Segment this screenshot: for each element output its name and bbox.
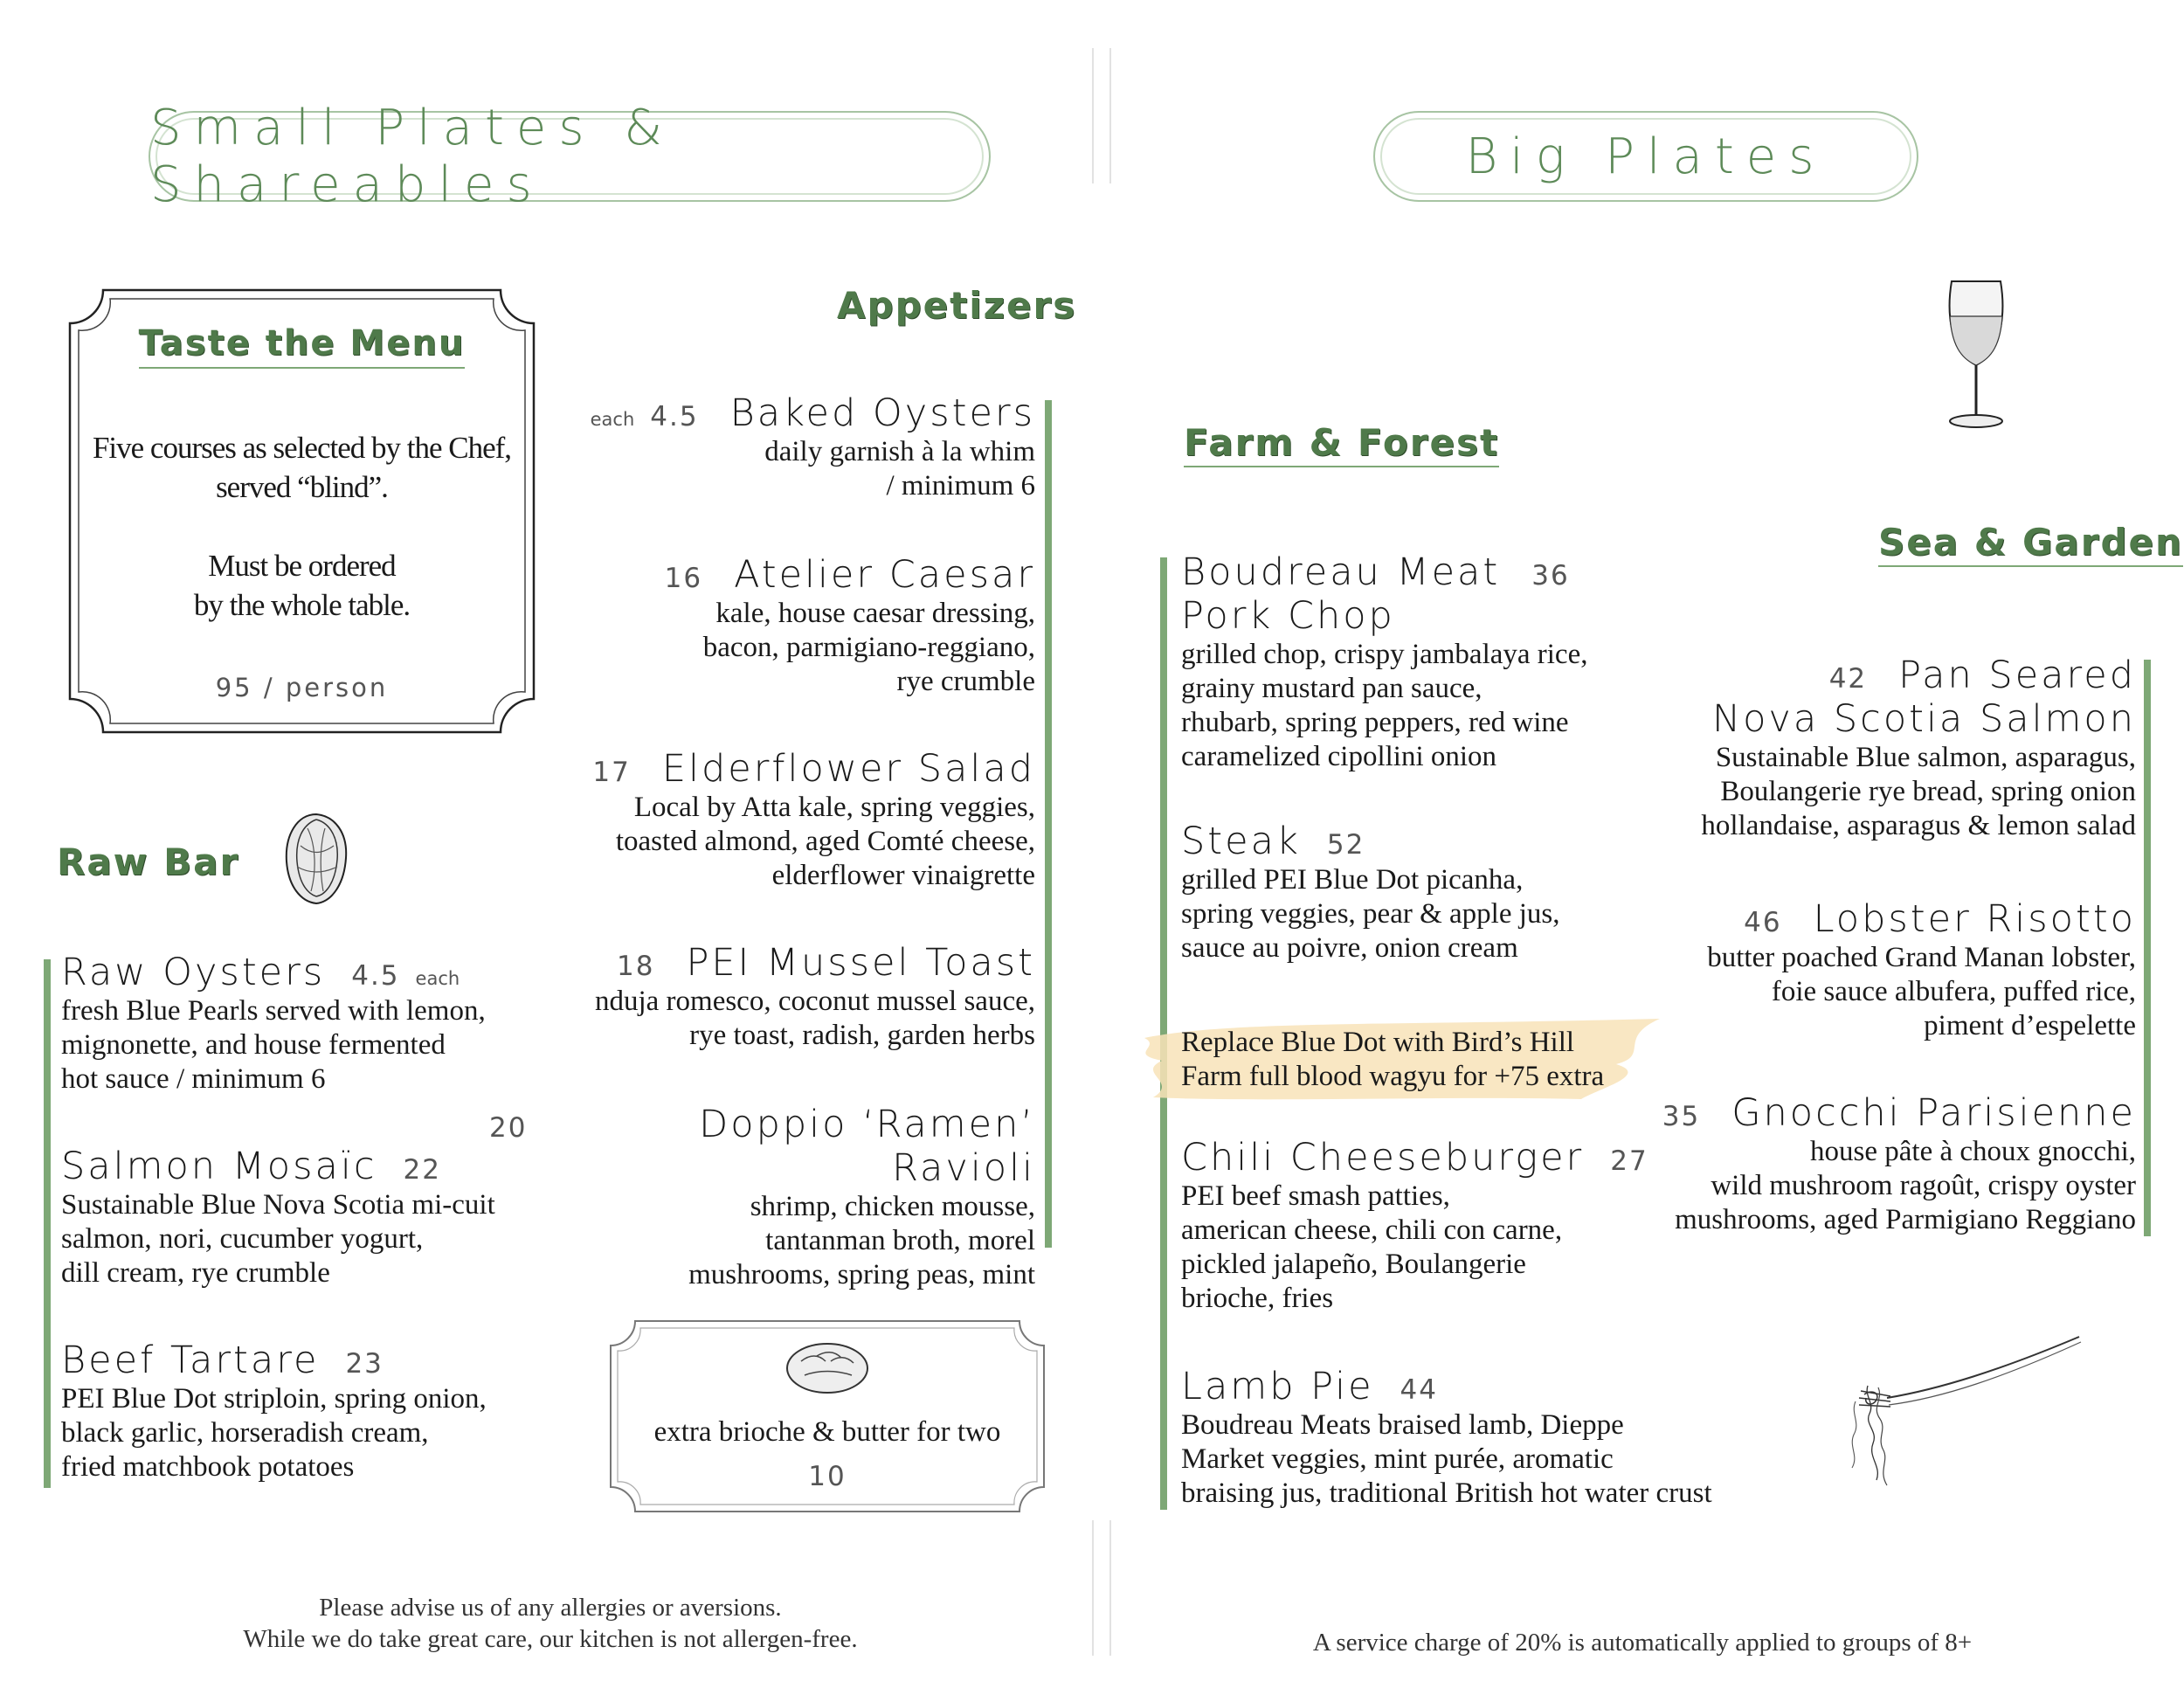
- desc-line: rhubarb, spring peppers, red wine: [1181, 707, 1569, 738]
- sea-garden-accent: [2144, 660, 2151, 1236]
- sea-item-gnocchi: [1642, 1091, 2136, 1237]
- baked-oysters-each: each: [590, 409, 635, 430]
- beef-tartare-price: 23: [345, 1348, 384, 1380]
- lamb-pie-desc: [1181, 1408, 1758, 1511]
- pan-seared-name-1: Pan Seared: [1898, 654, 2136, 697]
- desc-line: pickled jalapeño, Boulangerie: [1181, 1249, 1526, 1280]
- header-big-plates: [1373, 111, 1918, 202]
- cheeseburger-name: Chili Cheeseburger: [1181, 1136, 1585, 1180]
- desc-line: Local by Atta kale, spring veggies,: [633, 792, 1035, 823]
- ravioli-name: Doppio ‘Ramen’ Ravioli: [699, 1103, 1035, 1190]
- desc-line: house pâte à choux gnocchi,: [1810, 1136, 2136, 1167]
- cheeseburger-price: 27: [1610, 1145, 1648, 1177]
- desc-line: hot sauce / minimum 6: [61, 1063, 326, 1095]
- salmon-mosaic-name: Salmon Mosaïc: [61, 1145, 377, 1188]
- sea-item-salmon: [1642, 654, 2136, 843]
- desc-line: Sustainable Blue salmon, asparagus,: [1715, 742, 2136, 773]
- pork-chop-desc: [1181, 638, 1670, 774]
- brioche-price: 10: [808, 1461, 847, 1492]
- fork-icon: [1826, 1326, 2088, 1501]
- pan-seared-price: 42: [1828, 663, 1868, 695]
- appetizer-mussel-toast: [489, 941, 1035, 1053]
- desc-line: fried matchbook potatoes: [61, 1451, 355, 1483]
- pan-seared-desc: [1642, 741, 2136, 843]
- taste-line-3: Must be ordered: [208, 549, 396, 583]
- upgrade-line-2: Farm full blood wagyu for +75 extra: [1181, 1061, 1605, 1092]
- raw-item-oysters: [61, 951, 550, 1097]
- ravioli-price: 20: [489, 1112, 528, 1144]
- desc-line: daily garnish à la whim: [764, 436, 1035, 467]
- desc-line: piment d’espelette: [1924, 1010, 2136, 1041]
- taste-line-2: served “blind”.: [216, 470, 388, 504]
- desc-line: toasted almond, aged Comté cheese,: [615, 826, 1035, 857]
- pan-seared-name-2: Nova Scotia Salmon: [1711, 697, 2136, 741]
- raw-oysters-each: each: [415, 968, 460, 989]
- farm-item-cheeseburger: [1181, 1136, 1670, 1316]
- raw-bar-accent: [44, 959, 51, 1488]
- appetizer-ravioli: [489, 1103, 1035, 1292]
- header-big-plates-text: Big Plates: [1465, 128, 1827, 185]
- desc-line: fresh Blue Pearls served with lemon,: [61, 995, 486, 1027]
- mussel-toast-price: 18: [616, 951, 655, 982]
- elderflower-desc: [489, 791, 1035, 893]
- steak-desc: [1181, 863, 1670, 965]
- gnocchi-name: Gnocchi Parisienne: [1731, 1091, 2136, 1135]
- steak-name: Steak: [1181, 820, 1301, 863]
- allergy-line-2: While we do take great care, our kitchen is not allergen-free.: [243, 1625, 858, 1653]
- lamb-pie-name: Lamb Pie: [1181, 1365, 1374, 1408]
- desc-line: mushrooms, spring peas, mint: [688, 1259, 1035, 1290]
- brioche-box: [609, 1319, 1046, 1513]
- service-charge-notice: A service charge of 20% is automatically applied to groups of 8+: [1312, 1629, 1973, 1657]
- taste-line-4: by the whole table.: [193, 588, 411, 622]
- caesar-name: Atelier Caesar: [734, 553, 1035, 597]
- steak-price: 52: [1326, 829, 1365, 861]
- brioche-text: extra brioche & butter for two: [653, 1416, 1001, 1448]
- elderflower-price: 17: [592, 757, 631, 788]
- desc-line: Sustainable Blue Nova Scotia mi-cuit: [61, 1189, 495, 1221]
- desc-line: grainy mustard pan sauce,: [1181, 673, 1482, 704]
- desc-line: kale, house caesar dressing,: [715, 598, 1035, 629]
- lobster-desc: [1642, 941, 2136, 1043]
- raw-bar-title: Raw Bar: [57, 841, 240, 883]
- raw-item-tartare: [61, 1339, 568, 1484]
- desc-line: PEI Blue Dot striploin, spring onion,: [61, 1383, 487, 1415]
- salmon-mosaic-price: 22: [403, 1154, 441, 1186]
- farm-item-steak: [1181, 820, 1670, 965]
- raw-oysters-price: 4.5: [351, 960, 400, 992]
- header-small-plates: [149, 100, 991, 213]
- gnocchi-price: 35: [1662, 1101, 1701, 1132]
- page-divider-top: [1092, 48, 1111, 183]
- desc-line: shrimp, chicken mousse,: [750, 1191, 1035, 1222]
- lamb-pie-price: 44: [1400, 1374, 1438, 1406]
- sea-item-lobster: [1642, 897, 2136, 1043]
- appetizer-caesar: [489, 553, 1035, 699]
- desc-line: spring veggies, pear & apple jus,: [1181, 898, 1560, 930]
- sea-garden-title: Sea & Garden: [1878, 521, 2183, 567]
- caesar-price: 16: [664, 563, 703, 594]
- beef-tartare-name: Beef Tartare: [61, 1339, 320, 1382]
- allergy-notice: [175, 1592, 926, 1655]
- taste-price: 95 / person: [215, 673, 389, 702]
- desc-line: wild mushroom ragoût, crispy oyster: [1711, 1170, 2136, 1201]
- desc-line: PEI beef smash patties,: [1181, 1180, 1450, 1212]
- desc-line: elderflower vinaigrette: [771, 860, 1035, 891]
- desc-line: braising jus, traditional British hot water crust: [1181, 1477, 1712, 1509]
- baked-oysters-desc: [489, 435, 1035, 503]
- desc-line: mignonette, and house fermented: [61, 1029, 446, 1061]
- desc-line: grilled PEI Blue Dot picanha,: [1181, 864, 1524, 896]
- desc-line: mushrooms, aged Parmigiano Reggiano: [1675, 1204, 2136, 1235]
- mussel-toast-desc: [489, 985, 1035, 1053]
- desc-line: butter poached Grand Manan lobster,: [1707, 942, 2136, 973]
- oyster-icon: [281, 811, 351, 907]
- gnocchi-desc: [1642, 1135, 2136, 1237]
- desc-line: nduja romesco, coconut mussel sauce,: [594, 986, 1035, 1017]
- taste-menu-title: Taste the Menu: [139, 323, 466, 369]
- desc-line: salmon, nori, cucumber yogurt,: [61, 1223, 424, 1255]
- baked-oysters-name: Baked Oysters: [729, 391, 1035, 435]
- lobster-price: 46: [1744, 907, 1782, 938]
- desc-line: tantanman broth, morel: [765, 1225, 1035, 1256]
- desc-line: grilled chop, crispy jambalaya rice,: [1181, 639, 1588, 670]
- caesar-desc: [489, 597, 1035, 699]
- desc-line: Market veggies, mint purée, aromatic: [1181, 1443, 1614, 1475]
- desc-line: rye crumble: [896, 666, 1035, 697]
- desc-line: black garlic, horseradish cream,: [61, 1417, 429, 1449]
- bread-icon: [784, 1335, 871, 1396]
- lobster-name: Lobster Risotto: [1813, 897, 2136, 941]
- header-small-plates-text: Small Plates & Shareables: [150, 100, 675, 213]
- desc-line: Boulangerie rye bread, spring onion: [1720, 776, 2136, 807]
- appetizers-title: Appetizers: [837, 284, 1077, 327]
- farm-forest-title: Farm & Forest: [1184, 421, 1499, 467]
- desc-line: sauce au poivre, onion cream: [1181, 932, 1518, 964]
- wine-glass-icon: [1941, 278, 2011, 431]
- elderflower-name: Elderflower Salad: [661, 747, 1035, 791]
- desc-line: Boudreau Meats braised lamb, Dieppe: [1181, 1409, 1624, 1441]
- ravioli-desc: [489, 1190, 1035, 1292]
- farm-item-lamb-pie: [1181, 1365, 1758, 1511]
- desc-line: bacon, parmigiano-reggiano,: [702, 632, 1035, 663]
- pork-chop-name-1: Boudreau Meat: [1181, 550, 1501, 594]
- beef-tartare-desc: [61, 1382, 568, 1484]
- cheeseburger-desc: [1181, 1180, 1670, 1316]
- appetizer-baked-oysters: [489, 391, 1035, 503]
- desc-line: foie sauce albufera, puffed rice,: [1771, 976, 2136, 1007]
- mussel-toast-name: PEI Mussel Toast: [686, 941, 1035, 985]
- allergy-line-1: Please advise us of any allergies or aversions.: [319, 1594, 782, 1622]
- desc-line: caramelized cipollini onion: [1181, 741, 1497, 772]
- desc-line: hollandaise, asparagus & lemon salad: [1701, 810, 2136, 841]
- raw-oysters-name: Raw Oysters: [61, 951, 326, 994]
- taste-line-1: Five courses as selected by the Chef,: [92, 431, 512, 465]
- appetizers-accent: [1045, 400, 1052, 1248]
- desc-line: dill cream, rye crumble: [61, 1257, 330, 1289]
- farm-item-pork-chop: [1181, 550, 1670, 774]
- pork-chop-name-2: Pork Chop: [1181, 594, 1395, 638]
- upgrade-note: [1181, 1026, 1670, 1094]
- pork-chop-price: 36: [1531, 560, 1570, 591]
- desc-line: rye toast, radish, garden herbs: [689, 1020, 1035, 1051]
- page-divider-bottom: [1092, 1520, 1111, 1656]
- baked-oysters-price: 4.5: [650, 401, 699, 432]
- upgrade-line-1: Replace Blue Dot with Bird’s Hill: [1181, 1027, 1575, 1058]
- desc-line: / minimum 6: [886, 470, 1035, 502]
- taste-menu-box: [68, 288, 536, 734]
- desc-line: american cheese, chili con carne,: [1181, 1214, 1563, 1246]
- raw-oysters-desc: [61, 994, 550, 1097]
- appetizer-elderflower: [489, 747, 1035, 893]
- desc-line: brioche, fries: [1181, 1283, 1334, 1314]
